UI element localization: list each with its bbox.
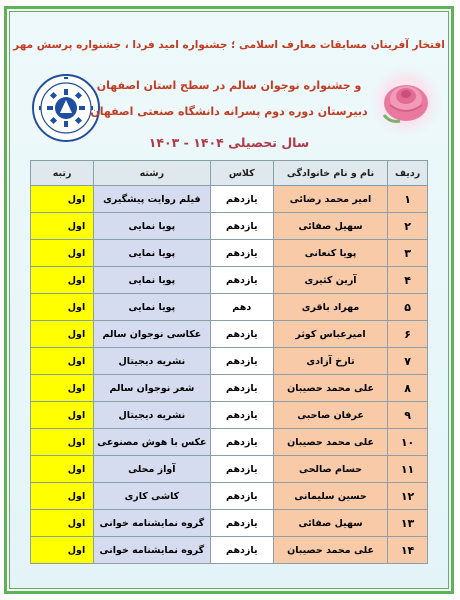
table-row [31,510,428,537]
cell-name: عرفان صاحبی [273,402,387,429]
cell-class: یازدهم [210,240,273,267]
cell-field: پویا نمایی [94,267,210,294]
cell-num: ۳ [388,240,428,267]
cell-name: علی محمد حصیبان [273,429,387,456]
table-row [31,321,428,348]
header-field: رشته [94,161,210,186]
cell-class: یازدهم [210,186,273,213]
cell-name: امیر محمد رضائی [273,186,387,213]
title-line-1: افتخار آفرینان مسابقات معارف اسلامی ؛ جشنواره امید فردا ، جشنواره پرسش مهر [13,39,445,51]
cell-rank: اول [31,294,94,321]
cell-class: یازدهم [210,321,273,348]
cell-rank: اول [31,537,94,564]
cell-rank: اول [31,186,94,213]
cell-class: یازدهم [210,537,273,564]
cell-class: یازدهم [210,375,273,402]
cell-num: ۵ [388,294,428,321]
cell-class: یازدهم [210,402,273,429]
cell-class: یازدهم [210,213,273,240]
cell-class: یازدهم [210,348,273,375]
cell-rank: اول [31,375,94,402]
cell-field: عکاسی نوجوان سالم [94,321,210,348]
cell-field: پویا نمایی [94,213,210,240]
cell-num: ۷ [388,348,428,375]
cell-field: نشریه دیجیتال [94,402,210,429]
cell-field: کاشی کاری [94,483,210,510]
academic-year: سال تحصیلی ۱۴۰۴ - ۱۴۰۳ [148,135,310,150]
school-name: دبیرستان دوره دوم پسرانه دانشگاه صنعتی اصفهان [90,105,368,118]
cell-field: گروه نمایشنامه خوانی [94,537,210,564]
cell-num: ۴ [388,267,428,294]
cell-num: ۱ [388,186,428,213]
cell-rank: اول [31,348,94,375]
cell-class: یازدهم [210,510,273,537]
cell-name: پویا کنعانی [273,240,387,267]
cell-rank: اول [31,321,94,348]
cell-rank: اول [31,213,94,240]
cell-field: فیلم روایت پیشگیری [94,186,210,213]
table-row [31,375,428,402]
cell-name: تارخ آزادی [273,348,387,375]
table-row [31,348,428,375]
table-row [31,429,428,456]
cell-field: عکس با هوش مصنوعی [94,429,210,456]
header-name: نام و نام خانوادگی [273,161,387,186]
cell-field: گروه نمایشنامه خوانی [94,510,210,537]
cell-class: دهم [210,294,273,321]
cell-name: سهیل صفائی [273,213,387,240]
cell-num: ۸ [388,375,428,402]
cell-rank: اول [31,456,94,483]
cell-name: علی محمد حصیبان [273,375,387,402]
cell-rank: اول [31,510,94,537]
rose-decoration-icon [370,65,442,137]
cell-class: یازدهم [210,456,273,483]
cell-rank: اول [31,267,94,294]
header-class: کلاس [210,161,273,186]
header-num: ردیف [388,161,428,186]
cell-field: شعر نوجوان سالم [94,375,210,402]
cell-num: ۶ [388,321,428,348]
table-row [31,186,428,213]
cell-name: حسام صالحی [273,456,387,483]
cell-rank: اول [31,240,94,267]
title-line-2: و جشنواره نوجوان سالم در سطح استان اصفهان [96,79,362,92]
cell-class: یازدهم [210,429,273,456]
cell-num: ۱۴ [388,537,428,564]
cell-field: پویا نمایی [94,294,210,321]
table-row [31,267,428,294]
cell-name: مهراد باقری [273,294,387,321]
cell-rank: اول [31,402,94,429]
table-row [31,294,428,321]
cell-class: یازدهم [210,483,273,510]
table-row [31,402,428,429]
cell-num: ۹ [388,402,428,429]
cell-name: امیرعباس کوثر [273,321,387,348]
table-row [31,213,428,240]
cell-field: پویا نمایی [94,240,210,267]
cell-class: یازدهم [210,267,273,294]
table-header-row [31,161,428,186]
table-row [31,240,428,267]
cell-field: نشریه دیجیتال [94,348,210,375]
cell-num: ۱۲ [388,483,428,510]
cell-rank: اول [31,429,94,456]
cell-name: آرین کثیری [273,267,387,294]
table-row [31,456,428,483]
winners-table [30,160,428,564]
cell-name: سهیل صفائی [273,510,387,537]
table-row [31,537,428,564]
cell-rank: اول [31,483,94,510]
header-rank: رتبه [31,161,94,186]
cell-num: ۲ [388,213,428,240]
cell-num: ۱۱ [388,456,428,483]
cell-field: آواز محلی [94,456,210,483]
cell-num: ۱۰ [388,429,428,456]
cell-name: حسین سلیمانی [273,483,387,510]
cell-name: علی محمد حصیبان [273,537,387,564]
cell-num: ۱۳ [388,510,428,537]
table-row [31,483,428,510]
